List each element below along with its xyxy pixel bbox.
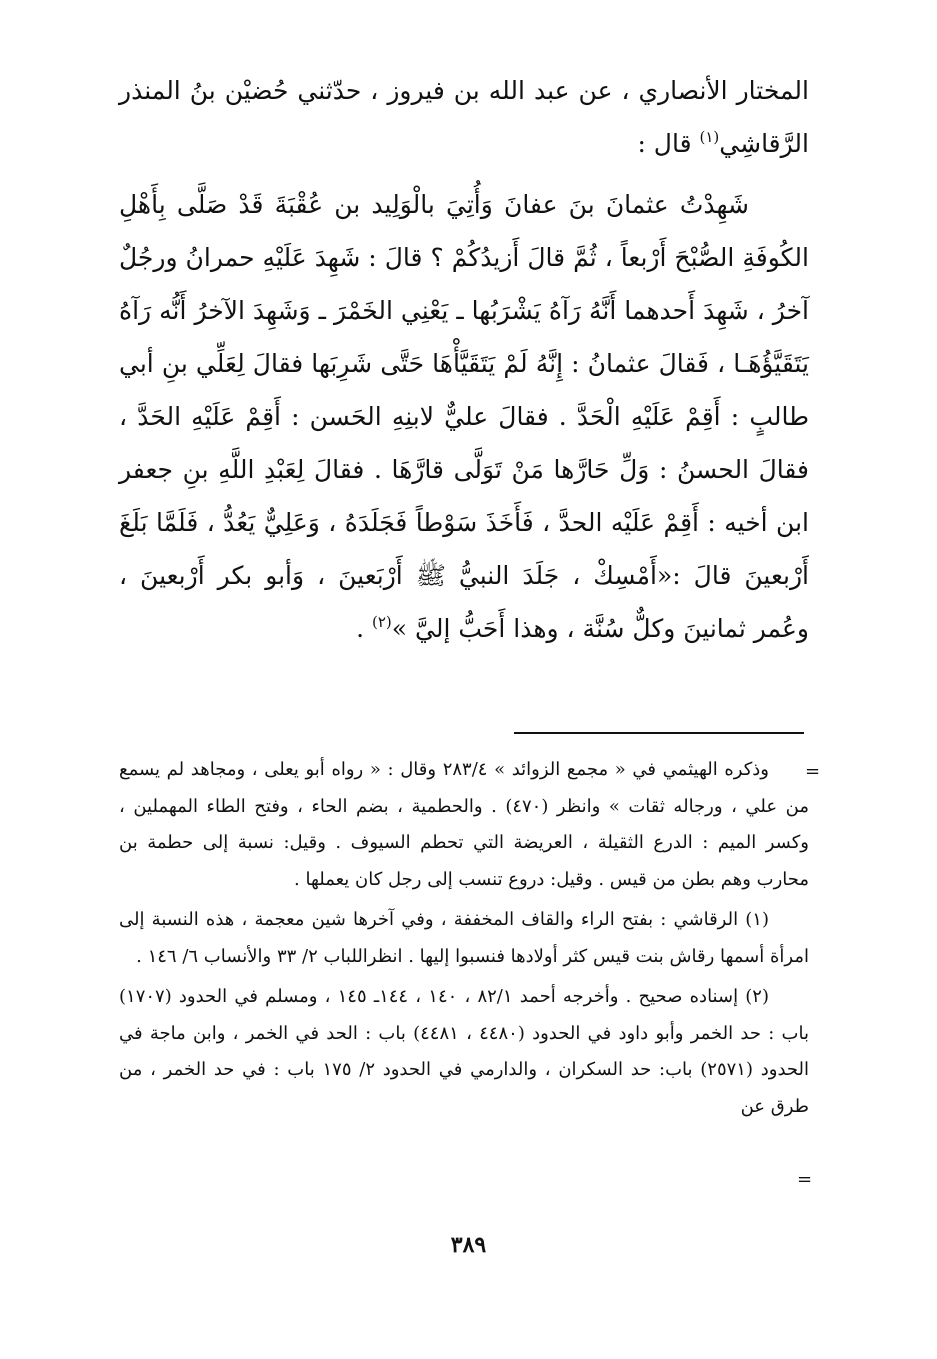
footnote-2: (٢) إسناده صحيح . وأخرجه أحمد ٨٢/١ ، ١٤٠ ، ١٤٤ـ ١٤٥ ، ومسلم في الحدود (١٧٠٧) باب : حد الخمر وأبو داود في الحدود (٤٤٨٠ ، ٤٤٨١) باب : الحد في الخمر ، وابن ماجة في الحدود (٢٥٧١) باب: حد السكران ، والدارمي في الحدود ٢/ ١٧٥ باب : في حد الخمر ، من طرق عن	[119, 986, 809, 1117]
intro-text: المختار الأنصاري ، عن عبد الله بن فيروز ، حدّثني حُضيْن بنُ المنذر الرَّقاشِي	[119, 76, 809, 158]
intro-paragraph	[119, 64, 809, 170]
footnote-separator	[514, 732, 804, 734]
footnote-continuation: وذكره الهيثمي في « مجمع الزوائد » ٢٨٣/٤ وقال : « رواه أبو يعلى ، ومجاهد لم يسمع من علي ، ورجاله ثقات » وانظر (٤٧٠) . والحطمية ، بضم الحاء ، وفتح الطاء المهملين ، وكسر الميم : الدرع الثقيلة ، العريضة التي تحطم السيوف . وقيل: نسبة إلى حطمة بن محارب وهم بطن من قيس . وقيل: دروع تنسب إلى رجل كان يعملها .	[119, 759, 809, 890]
footnote-ref-2: (٢)	[372, 613, 392, 631]
footnote-ref-1: (١)	[699, 128, 720, 146]
continuation-mark-bottom: =	[797, 1169, 813, 1190]
intro-end: قال :	[637, 129, 700, 158]
hadith-end: .	[356, 614, 372, 643]
continuation-mark-top: =	[805, 761, 821, 782]
footnotes	[119, 752, 809, 1125]
hadith-paragraph	[119, 178, 809, 655]
main-text	[119, 64, 809, 655]
page-number: ٣٨٩	[450, 1232, 487, 1258]
hadith-text: شَهِدْتُ عثمانَ بنَ عفانَ وَأُتِيَ بالْوَلِيد بن عُقْبَةَ قَدْ صَلَّى بِأَهْلِ الكُوفَةِ الصُّبْحَ أَرْبعاً ، ثُمَّ قالَ أَزيدُكُمْ ؟ قالَ : شَهِدَ عَلَيْهِ حمرانُ ورجُلٌ آخرُ ، شَهِدَ أَحدهما أَنَّهُ رَآهُ يَشْرَبُها ـ يَعْنِي الخَمْرَ ـ وَشَهِدَ الآخرُ أَنُّه رَآهُ يَتَقَيَّؤُهَـا ، فَقالَ عثمانُ : إِنَّهُ لَمْ يَتَقَيَّأْهَا حَتَّى شَرِبَها فقالَ لِعَلِّي بنِ أبي طالبٍ : أَقِمْ عَلَيْهِ الْحَدَّ . فقالَ عليٌّ لابنِهِ الحَسن : أَقِمْ عَلَيْهِ الحَدَّ ، فقالَ الحسنُ : وَلِّ حَارَّها مَنْ تَوَلَّى قارَّهَا . فقالَ لِعَبْدِ اللَّهِ بنِ جعفر ابن أخيه : أَقِمْ عَلَيْه الحدَّ ، فَأَخَذَ سَوْطاً فَجَلَدَهُ ، وَعَلِيٌّ يَعُدُّ ، فَلَمَّا بَلَغَ أَرْبعينَ قالَ :«أَمْسِكْ ، جَلَدَ النبيُّ ﷺ أَرْبَعينَ ، وَأبو بكر أَرْبعينَ ، وعُمر ثمانينَ وكلٌّ سُنَّة ، وهذا أَحَبُّ إليَّ »	[119, 190, 809, 643]
footnote-1: (١) الرقاشي : بفتح الراء والقاف المخففة ، وفي آخرها شين معجمة ، هذه النسبة إلى امرأة أسمها رقاش بنت قيس كثر أولادها فنسبوا إليها . انظراللباب ٢/ ٣٣ والأنساب ٦/ ١٤٦ .	[119, 909, 809, 967]
